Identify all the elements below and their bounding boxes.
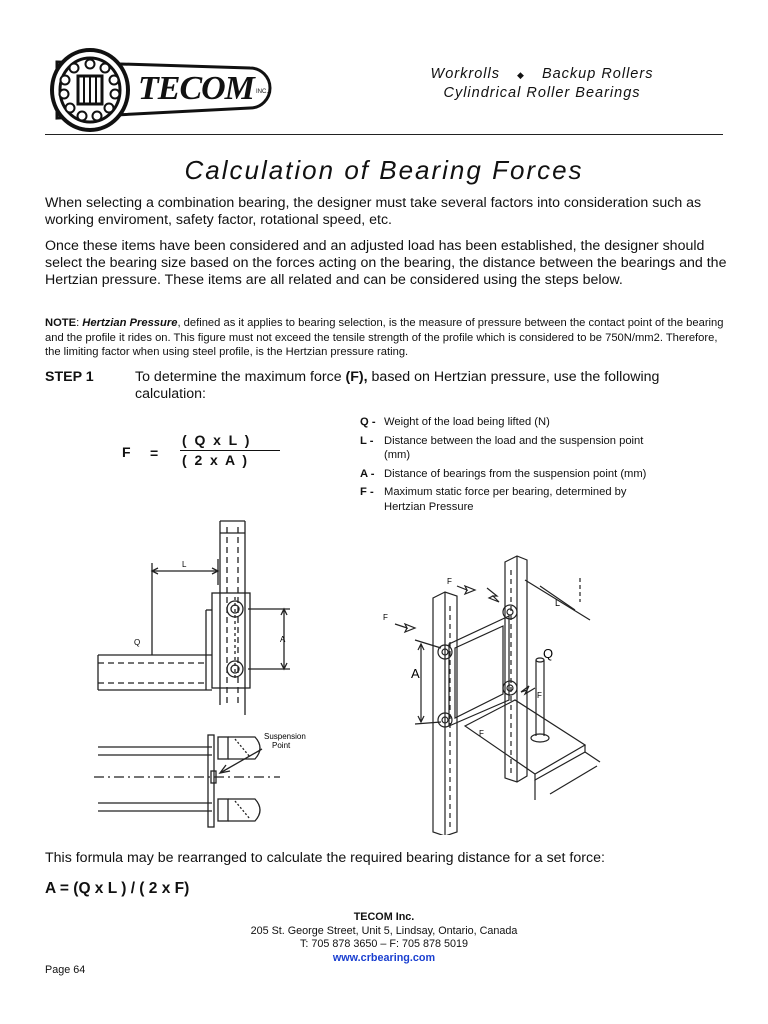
logo-inc: INC. <box>256 89 268 95</box>
label-suspension-1: Suspension <box>264 732 306 741</box>
page-number: Page 64 <box>45 964 86 976</box>
footer-address: 205 St. George Street, Unit 5, Lindsay, Ontario, Canada <box>250 924 518 937</box>
note-term: Hertzian Pressure <box>82 317 178 329</box>
right-label-f-2: F <box>447 577 452 586</box>
tagline-line1 <box>392 66 692 82</box>
formula-lhs: F <box>122 444 131 460</box>
right-label-q: Q <box>543 646 554 661</box>
paragraph-2: Once these items have been considered and an adjusted load has been established, the designer should select the bearing size based on the forces acting on the bearing, the distance between the bearings and the Hertzian pressure. These items are all related and can be considered using the steps below. <box>45 238 727 288</box>
isometric-diagram <box>375 540 605 835</box>
diagram-left <box>90 515 380 840</box>
formula-denominator: ( 2 x A ) <box>182 452 248 468</box>
definition-a: A - Distance of bearings from the suspension point (mm) <box>360 467 647 480</box>
right-label-f-4: F <box>479 729 484 738</box>
tagline-item-workrolls: Workrolls <box>430 66 500 82</box>
right-label-f-1: F <box>383 613 388 622</box>
note-block: NOTE: Hertzian Pressure, defined as it applies to bearing selection, is the measure of pressure between the contact point of the bearing and the profile it rides on. This figure must not exceed the tensile strength of the profile which is considered to be 750N/mm2. Therefore, the limiting factor when using steel profile, is the Hertzian pressure rating. <box>45 317 724 358</box>
formula-rearranged: A = (Q x L ) / ( 2 x F) <box>45 880 190 897</box>
footer <box>0 911 768 965</box>
page-title: Calculation of Bearing Forces <box>184 155 584 185</box>
rearrange-text: This formula may be rearranged to calculate the required bearing distance for a set force: <box>45 850 605 866</box>
paragraph-1: When selecting a combination bearing, the designer must take several factors into consideration such as working enviroment, safety factor, rotational speed, etc. <box>45 195 702 228</box>
label-suspension-2: Point <box>272 741 291 750</box>
logo-wordmark: TECOM <box>138 70 254 107</box>
footer-company: TECOM Inc. <box>353 911 415 923</box>
tagline-item-backup: Backup Rollers <box>541 66 654 82</box>
right-label-f-3: F <box>537 691 542 700</box>
formula-numerator: ( Q x L ) <box>182 432 250 448</box>
label-a: A <box>280 635 286 644</box>
footer-phone: T: 705 878 3650 – F: 705 878 5019 <box>299 938 469 950</box>
definitions-list <box>360 415 654 514</box>
definition-q: Q - Weight of the load being lifted (N) <box>360 416 550 428</box>
logo <box>45 42 285 132</box>
tagline <box>392 66 692 101</box>
note-label: NOTE <box>45 317 77 329</box>
definition-l: L - Distance between the load and the suspension point (mm) <box>360 434 644 461</box>
footer-website-link[interactable]: www.crbearing.com <box>332 951 436 964</box>
tagline-line2: Cylindrical Roller Bearings <box>443 85 641 101</box>
diagram-right <box>375 540 605 835</box>
note-text: , defined as it applies to bearing selection, is the measure of pressure between the contact point of the bearing and the profile it rides on. This figure must not exceed the tensile strength of the profile which is considered to be 750N/mm2. Therefore, the limiting factor when using steel profile, is the Hertzian pressure rating. <box>45 317 724 358</box>
label-l: L <box>182 560 187 569</box>
formula-eq: = <box>150 445 159 461</box>
header-divider <box>45 134 723 135</box>
right-label-l: L <box>555 598 561 608</box>
step1-label: STEP 1 <box>45 369 94 385</box>
definition-f: F - Maximum static force per bearing, determined by Hertzian Pressure <box>360 486 627 513</box>
step1-text: To determine the maximum force (F), based on Hertzian pressure, use the following calculation: <box>135 369 660 402</box>
label-q: Q <box>134 638 141 647</box>
diamond-icon: ◆ <box>516 70 525 80</box>
side-view-diagram <box>90 515 380 840</box>
formula-fraction-bar <box>180 450 280 451</box>
right-label-a: A <box>411 666 420 681</box>
